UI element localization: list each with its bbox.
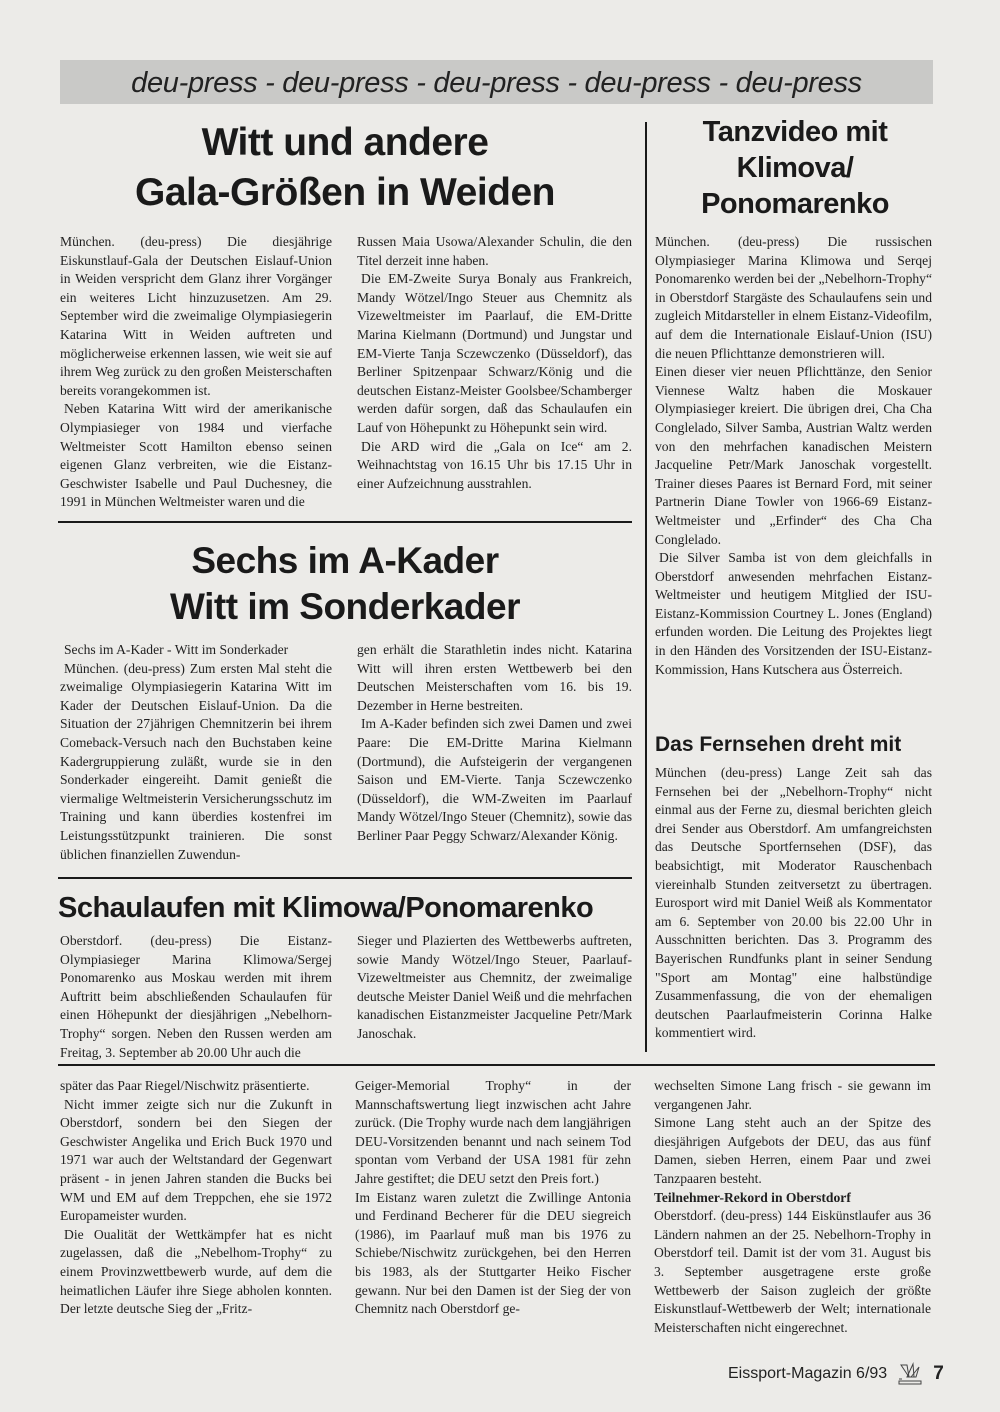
bottom-column-3 [654, 1077, 931, 1337]
headline-witt-gala [60, 118, 630, 218]
headline-line: Sechs im A-Kader [191, 540, 499, 581]
paragraph: Nicht immer zeigte sich nur die Zukunft in Oberstdorf, sondern bei den Siegen der Geschwister Angelika und Erich Buck 1970 und 1971 war auch der Weltstandard der Gegenwart präsent - in jenen Jahren standen die Bucks bei WM und EM auf dem Treppchen, ehe sie 1972 Europameister wurden. [60, 1096, 332, 1224]
divider [58, 1064, 935, 1066]
article-tv-column [655, 764, 932, 1043]
paragraph: München. (deu-press) Die diesjährige Eiskunstlauf-Gala der Deutschen Eislauf-Union in Weiden verspricht dem Glanz ihrer Vorgänger ein weiteres Licht hinzuzusetzen. Am 29. September wird die zweimalige Olympiasiegerin Katarina Witt in Weiden auftreten und möglicherweise erkennen lassen, wie weit sie auf ihrem Weg zurück zu den großen Meisterschaften bereits vorangekommen ist. [60, 234, 332, 398]
paragraph: Die Silver Samba ist von dem gleichfalls in Oberstdorf anwesenden mehrfachen Eistanz-Weltmeister und heutigem Mitglied der ISU-Eistanz-Kommission Courtney L. Jones (England) erfunden worden. Die Leitung des Projektes liegt in den Händen des Vorsitzenden der ISU-Eistanz-Kommission, Hans Kutschera aus Österreich. [655, 550, 932, 677]
magazine-issue: Eissport-Magazin 6/93 [728, 1365, 888, 1382]
article-right-column [655, 233, 932, 679]
article1-column-1 [60, 233, 332, 512]
paragraph: Die ARD wird die „Gala on Ice“ am 2. Weihnachtstag von 16.15 Uhr bis 17.15 Uhr in einer Aufzeichnung ausstrahlen. [357, 438, 632, 491]
divider [58, 877, 632, 879]
paragraph: Sechs im A-Kader - Witt im Sonderkader [64, 642, 289, 657]
paragraph: wechselten Simone Lang frisch - sie gewann im vergangenen Jahr. [654, 1078, 931, 1112]
paragraph: Geiger-Memorial Trophy“ in der Mannschaftswertung liegt inzwischen acht Jahre zurück. (Die Trophy wurde nach dem langjährigen DEU-Vorsitzenden benannt und nach seinem Tod spontan vom Verband der USA 1981 für zehn Jahre gestiftet; die DEU setzt den Preis fort.) [355, 1078, 631, 1186]
paragraph: Oberstdorf. (deu-press) 144 Eiskünstlaufer aus 36 Ländern nahmen an der 25. Nebelhorn-Trophy in Oberstdorf teil. Damit ist der vom 31. August bis 3. September ausgetragene erste große Wettbewerb der Saison zugleich der größte Eiskunstlauf-Wettbewerb der Welt; internationale Meisterschaften nicht eingerechnet. [654, 1208, 931, 1335]
paragraph: Im Eistanz waren zuletzt die Zwillinge Antonia und Ferdinand Becherer für die DEU siegreich (1986), im Paarlauf muß man bis 1976 zu Schiebe/Nischwitz zurückgehen, bei den Herren bis 1983, als der Stuttgarter Heiko Fischer gewann. Nur bei den Damen ist der Sieg der von Chemnitz nach Oberstdorf ge- [355, 1189, 631, 1317]
paragraph: Sieger und Plazierten des Wettbewerbs auftreten, sowie Mandy Wötzel/Ingo Steuer, Paarlauf-Vizeweltmeister aus Chemnitz, der zweimalige deutsche Meister Daniel Weiß und die mehrfachen kanadischen Eistanzmeister Jacqueline Petr/Mark Janoschak. [357, 933, 632, 1041]
article2-column-2 [357, 641, 632, 846]
bottom-column-1 [60, 1077, 332, 1319]
deu-press-banner: deu-press - deu-press - deu-press - deu-press - deu-press [60, 60, 933, 104]
paragraph: Die EM-Zweite Surya Bonaly aus Frankreich, Mandy Wötzel/Ingo Steuer aus Chemnitz als Vizeweltmeister im Paarlauf, die EM-Dritte Marina Kielmann (Dortmund) und Jungstar und EM-Vierte Tanja Sczewczenko (Düsseldorf), das Berliner Spitzenpaar Schwarz/König und die deutschen Eistanz-Meister Goolsbee/Schamberger werden dafür sorgen, daß das Schaulaufen ein Lauf von Höhepunkt zu Höhepunkt sein wird. [357, 271, 632, 435]
paragraph: Simone Lang steht auch an der Spitze des diesjährigen Aufgebots der DEU, das aus fünf Damen, sieben Herren, einem Paar und zwei Tanzpaaren besteht. [654, 1115, 931, 1186]
headline-a-kader [60, 538, 630, 630]
paragraph: München. (deu-press) Die russischen Olympiasieger Marina Klimowa und Serqej Ponomarenko werden bei der „Nebelhorn-Trophy“ in Oberstdorf Stargäste des Schaulaufens sein und zugleich Mitdarsteller in elnem Eistanz-Videofilm, auf dem die Internationale Eislauf-Union (ISU) die neuen Pflichttanze demonstrieren will. [655, 234, 932, 361]
paragraph: Neben Katarina Witt wird der amerikanische Olympiasieger von 1984 und vierfache Weltmeister Scott Hamilton ebenso seinen eigenen Glanz verbreiten, wie die Eistanz-Geschwister Isabelle und Paul Duchesney, die 1991 in München Weltmeister waren und die [60, 401, 332, 510]
bottom-column-2 [355, 1077, 631, 1319]
article2-column-1 [60, 641, 332, 864]
headline-line: Witt im Sonderkader [170, 586, 520, 627]
headline-line: Ponomarenko [701, 188, 889, 220]
paragraph: Einen dieser vier neuen Pflichttänze, den Senior Viennese Waltz haben die Moskauer Olympiasieger kreiert. Die übrigen drei, Cha Cha Conglelado, Silver Samba, Austrian Waltz werden von den mehrfachen kanadischen Meistern Jacqueline Petr/Mark Janoschak vorgestellt. Trainer dieses Paares ist Bernard Ford, mit seiner Partnerin Diane Towler von 1966-69 Eistanz-Weltmeister und „Erfinder“ des Cha Cha Conglelado. [655, 364, 932, 547]
article3-column-2 [357, 932, 632, 1044]
paragraph: München (deu-press) Lange Zeit sah das Fernsehen bei der „Nebelhorn-Trophy“ nicht einmal aus der Ferne zu, diesmal berichten gleich drei Sender aus Oberstdorf. Am umfangreichsten das Deutsche Sportfernsehen (DSF), das beabsichtigt, mit Moderator Rauschenbach viereinhalb Stunden zeitversetzt zu übertragen. Eurosport wird mit Daniel Weiß als Kommentator am 6. September von 20.00 bis 22.00 Uhr in Ausschnitten berichten. Das 3. Programm des Bayerischen Rundfunks plant in seiner Sendung "Sport am Montag" eine halbstündige Zusammenfassung, die von der ehemaligen deutschen Paarlaufmeisterin Corinna Halke kommentiert wird. [655, 765, 932, 1041]
column-divider [645, 122, 647, 1052]
headline-line: Klimova/ [736, 152, 854, 184]
article3-column-1 [60, 932, 332, 1062]
headline-line: Witt und andere [201, 121, 489, 164]
headline-schaulaufen: Schaulaufen mit Klimowa/Ponomarenko [58, 892, 594, 924]
subheading-teilnehmer-rekord: Teilnehmer-Rekord in Oberstdorf [654, 1189, 851, 1205]
page-footer [728, 1360, 944, 1388]
paragraph: später das Paar Riegel/Nischwitz präsentierte. [60, 1078, 310, 1093]
paragraph: gen erhält die Starathletin indes nicht. Katarina Witt will ihren ersten Wettbewerb bei den Deutschen Meisterschaften vom 16. bis 19. Dezember in Herne bestreiten. [357, 642, 632, 713]
paragraph: Oberstdorf. (deu-press) Die Eistanz-Olympiasieger Marina Klimowa/Sergej Ponomarenko aus Moskau werden mit ihrem Auftritt beim abschließenden Schaulaufen für einen Höhepunkt der diesjährigen „Nebelhorn-Trophy“ sorgen. Neben den Russen werden am Freitag, 3. September ab 20.00 Uhr auch die [60, 933, 332, 1060]
paragraph: Russen Maia Usowa/Alexander Schulin, die den Titel derzeit inne haben. [357, 234, 632, 268]
headline-tanzvideo [655, 114, 935, 222]
headline-line: Tanzvideo mit [702, 116, 888, 148]
paragraph: München. (deu-press) Zum ersten Mal steht die zweimalige Olympiasiegerin Katarina Witt im Kader der Deutschen Eislauf-Union. Da die Situation der 27jährigen Chemnitzerin bei ihrem Comeback-Versuch nach den Buchstaben keine Kadergruppierung zuläßt, wurde sie in den Sonderkader eingereiht. Damit genießt die viermalige Weltmeisterin Versicherungsschutz im Training und kann überdies kostenfrei im Leistungsstützpunkt trainieren. Die sonst üblichen finanziellen Zuwendun- [60, 660, 332, 862]
article1-column-2 [357, 233, 632, 493]
page-number: 7 [933, 1363, 944, 1384]
skater-logo-icon [895, 1361, 925, 1387]
divider [58, 521, 632, 523]
paragraph: Im A-Kader befinden sich zwei Damen und zwei Paare: Die EM-Dritte Marina Kielmann (Dortmund), die Aufsteigerin der vergangenen Saison und EM-Vierte. Tanja Sczewczenko (Düsseldorf), die WM-Zweiten im Paarlauf Mandy Wötzel/Ingo Steuer (Chemnitz), sowie das Berliner Paar Peggy Schwarz/Alexander König. [357, 716, 632, 843]
headline-fernsehen: Das Fernsehen dreht mit [655, 733, 902, 756]
paragraph: Die Oualität der Wettkämpfer hat es nicht zugelassen, daß die „Nebelhom-Trophy“ zu einem Provinzwettbewerb wurde, auf dem die heimatlichen Läufer ihre Siege abholen konnten. Der letzte deutsche Sieg der „Fritz- [60, 1226, 332, 1317]
headline-line: Gala-Größen in Weiden [134, 171, 555, 214]
